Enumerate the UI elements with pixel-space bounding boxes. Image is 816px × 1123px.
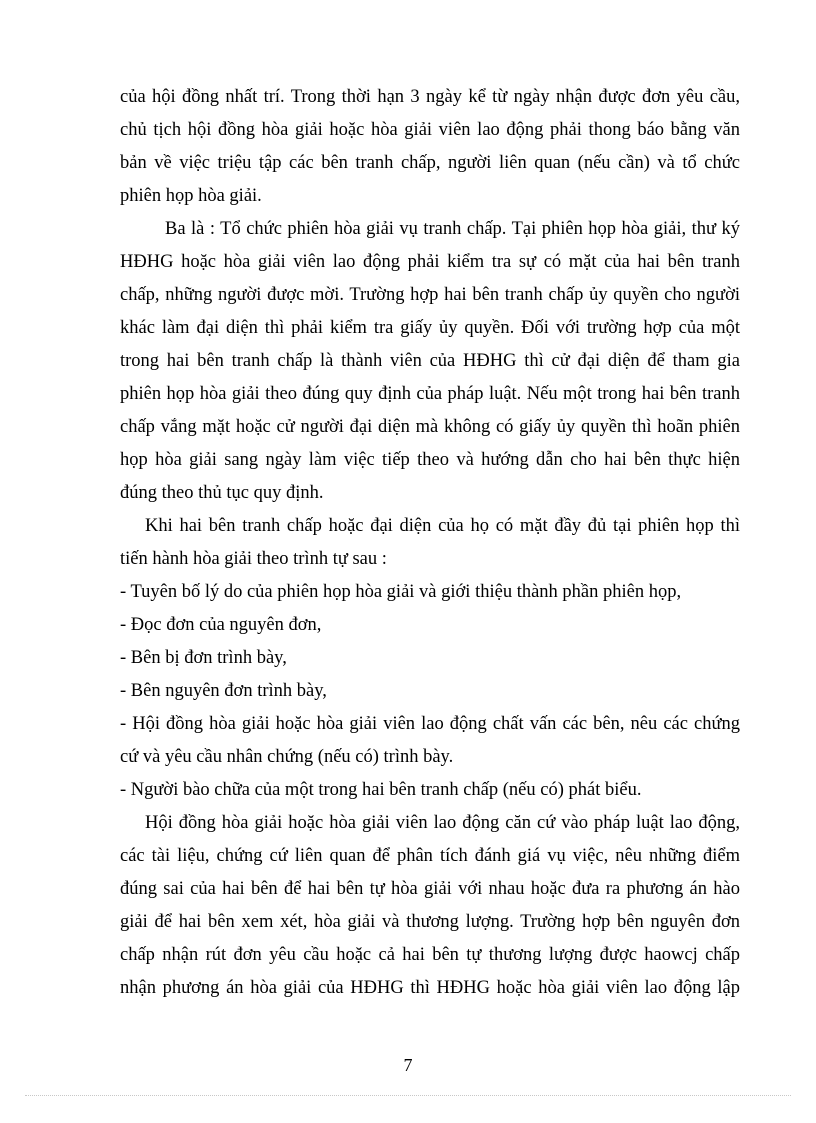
text-line: Ba là : Tổ chức phiên hòa giải vụ tranh chấp. Tại phiên họp hòa giải, thư ký [165, 219, 740, 239]
text-line: HĐHG hoặc hòa giải viên lao động phải kiểm tra sự có mặt của hai bên tranh [120, 252, 740, 272]
text-line: đúng theo thủ tục quy định. [120, 483, 324, 503]
text-line: họp hòa giải sang ngày làm việc tiếp theo và hướng dẫn cho hai bên thực hiện [120, 450, 740, 470]
list-item: - Đọc đơn của nguyên đơn, [120, 615, 322, 635]
text-line: các tài liệu, chứng cứ liên quan để phân tích đánh giá vụ việc, nêu những điểm [120, 846, 740, 866]
text-line: phiên họp hòa giải. [120, 186, 262, 206]
list-item: - Tuyên bố lý do của phiên họp hòa giải và giới thiệu thành phần phiên họp, [120, 582, 682, 602]
text-line: chấp nhận rút đơn yêu cầu hoặc cả hai bên tự thương lượng được haowcj chấp [120, 945, 740, 965]
text-line: chủ tịch hội đồng hòa giải hoặc hòa giải viên lao động phải thong báo bằng văn [120, 120, 740, 140]
text-line: tiến hành hòa giải theo trình tự sau : [120, 549, 387, 569]
text-line: khác làm đại diện thì phải kiểm tra giấy ủy quyền. Đối với trường hợp của một [120, 318, 740, 338]
text-line: phiên họp hòa giải theo đúng quy định của pháp luật. Nếu một trong hai bên tranh [120, 384, 740, 404]
text-line: Khi hai bên tranh chấp hoặc đại diện của họ có mặt đầy đủ tại phiên họp thì [145, 516, 740, 536]
text-line: chấp vắng mặt hoặc cử người đại diện mà không có giấy ủy quyền thì hoãn phiên [120, 417, 740, 437]
page-number: 7 [403, 1055, 413, 1075]
page-bottom-divider [25, 1095, 791, 1096]
list-item: - Người bào chữa của một trong hai bên tranh chấp (nếu có) phát biểu. [120, 780, 642, 800]
text-line: bản về việc triệu tập các bên tranh chấp, người liên quan (nếu cần) và tổ chức [120, 153, 740, 173]
list-item: - Hội đồng hòa giải hoặc hòa giải viên lao động chất vấn các bên, nêu các chứng [120, 714, 740, 734]
text-line: đúng sai của hai bên để hai bên tự hòa giải với nhau hoặc đưa ra phương án hào [120, 879, 740, 899]
list-item: - Bên nguyên đơn trình bày, [120, 681, 327, 701]
text-line: trong hai bên tranh chấp là thành viên của HĐHG thì cử đại diện để tham gia [120, 351, 740, 371]
text-line: Hội đồng hòa giải hoặc hòa giải viên lao động căn cứ vào pháp luật lao động, [145, 813, 740, 833]
list-item: - Bên bị đơn trình bày, [120, 648, 287, 668]
text-line: cứ và yêu cầu nhân chứng (nếu có) trình bày. [120, 747, 454, 767]
text-line: của hội đồng nhất trí. Trong thời hạn 3 ngày kể từ ngày nhận được đơn yêu cầu, [120, 87, 740, 107]
text-line: chấp, những người được mời. Trường hợp hai bên tranh chấp ủy quyền cho người [120, 285, 740, 305]
text-line: giải để hai bên xem xét, hòa giải và thương lượng. Trường hợp bên nguyên đơn [120, 912, 740, 932]
text-line: nhận phương án hòa giải của HĐHG thì HĐHG hoặc hòa giải viên lao động lập [120, 978, 740, 998]
